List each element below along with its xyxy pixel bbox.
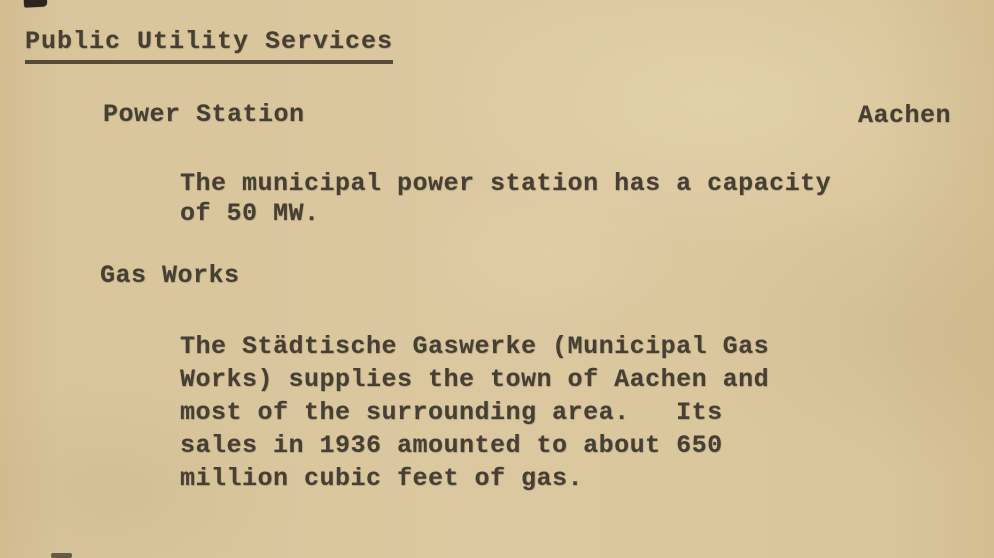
gas-works-paragraph [180, 330, 769, 495]
ink-smudge-top-left [24, 0, 47, 8]
paragraph-line: The municipal power station has a capacity [180, 169, 832, 198]
location-label-aachen: Aachen [858, 101, 952, 130]
paragraph-line: million cubic feet of gas. [180, 464, 584, 493]
paragraph-line: The Städtische Gaswerke (Municipal Gas [180, 332, 770, 361]
power-station-paragraph [180, 169, 831, 229]
paragraph-line: sales in 1936 amounted to about 650 [180, 431, 723, 460]
page-heading: Public Utility Services [25, 27, 393, 64]
paragraph-line: Works) supplies the town of Aachen and [180, 365, 770, 394]
section-title-gas-works: Gas Works [100, 261, 240, 290]
partial-letter-mark-bottom [51, 553, 72, 558]
paragraph-line: of 50 MW. [180, 199, 320, 228]
paragraph-line: most of the surrounding area. Its [180, 398, 723, 427]
section-title-power-station: Power Station [103, 100, 305, 129]
